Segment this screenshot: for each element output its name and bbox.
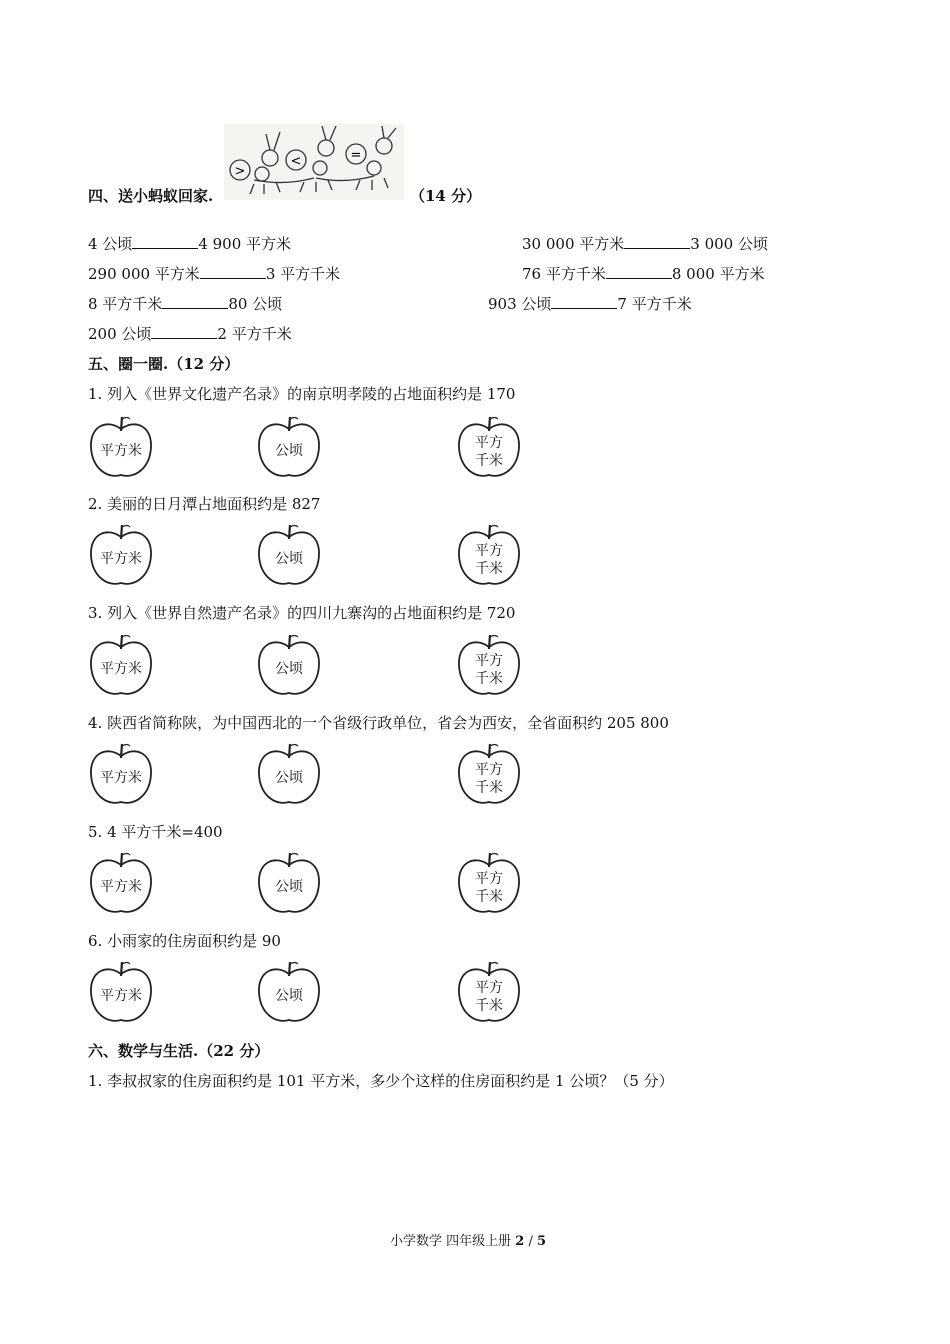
option-label: 千米 — [475, 780, 503, 796]
ants-illustration — [224, 124, 404, 200]
option-label: 千米 — [475, 561, 503, 577]
option-label: 平方 — [475, 543, 503, 559]
option-label: 千米 — [475, 998, 503, 1014]
option-label: 公顷 — [275, 879, 303, 895]
section6-title: 六、数学与生活.（22 分） — [88, 1042, 270, 1060]
answer-blank[interactable] — [200, 266, 266, 279]
comparison-4: 76 平方千米 8 000 平方米 — [522, 265, 765, 283]
option-label: 千米 — [475, 453, 503, 469]
apple-option-square-meter[interactable] — [86, 849, 156, 919]
question-3: 3. 列入《世界自然遗产名录》的四川九寨沟的占地面积约是 720 — [88, 604, 516, 622]
section5-title: 五、圈一圈.（12 分） — [88, 355, 240, 373]
apple-option-square-meter[interactable] — [86, 740, 156, 810]
option-label: 平方米 — [100, 770, 142, 786]
option-label: 平方米 — [100, 879, 142, 895]
comparison-2: 30 000 平方米 3 000 公顷 — [522, 235, 768, 253]
apple-option-hectare[interactable] — [254, 521, 324, 591]
apple-option-square-km[interactable] — [454, 849, 524, 919]
comparison-5: 8 平方千米 80 公顷 — [88, 295, 283, 313]
answer-blank[interactable] — [132, 236, 198, 249]
apple-option-hectare[interactable] — [254, 849, 324, 919]
option-label: 平方 — [475, 980, 503, 996]
option-label: 平方 — [475, 762, 503, 778]
question-2: 2. 美丽的日月潭占地面积约是 827 — [88, 495, 321, 513]
answer-blank[interactable] — [162, 296, 228, 309]
option-label: 千米 — [475, 889, 503, 905]
comparison-3: 290 000 平方米 3 平方千米 — [88, 265, 341, 283]
option-label: 平方 — [475, 435, 503, 451]
apple-option-square-meter[interactable] — [86, 521, 156, 591]
question-1: 1. 列入《世界文化遗产名录》的南京明孝陵的占地面积约是 170 — [88, 385, 516, 403]
comparison-1: 4 公顷 4 900 平方米 — [88, 235, 292, 253]
question-4: 4. 陕西省简称陕，为中国西北的一个省级行政单位，省会为西安，全省面积约 205 800 — [88, 714, 669, 732]
comparison-6: 903 公顷 7 平方千米 — [488, 295, 692, 313]
answer-blank[interactable] — [606, 266, 672, 279]
answer-blank[interactable] — [551, 296, 617, 309]
option-label: 平方 — [475, 653, 503, 669]
apple-option-square-km[interactable] — [454, 521, 524, 591]
apple-option-hectare[interactable] — [254, 413, 324, 483]
apple-option-square-km[interactable] — [454, 413, 524, 483]
apple-option-hectare[interactable] — [254, 958, 324, 1028]
option-label: 公顷 — [275, 551, 303, 567]
option-label: 公顷 — [275, 988, 303, 1004]
option-label: 平方 — [475, 871, 503, 887]
apple-option-square-meter[interactable] — [86, 413, 156, 483]
option-label: 平方米 — [100, 661, 142, 677]
page-footer: 小学数学 四年级上册 2 / 5 — [390, 1234, 547, 1249]
ant-sign-eq: = — [350, 148, 362, 163]
section4-score: （14 分） — [410, 187, 482, 205]
apple-option-hectare[interactable] — [254, 740, 324, 810]
option-label: 千米 — [475, 671, 503, 687]
apple-option-square-km[interactable] — [454, 740, 524, 810]
comparison-7: 200 公顷 2 平方千米 — [88, 325, 292, 343]
section4-title: 四、送小蚂蚁回家. — [88, 187, 214, 205]
option-label: 平方米 — [100, 988, 142, 1004]
answer-blank[interactable] — [624, 236, 690, 249]
option-label: 公顷 — [275, 661, 303, 677]
apple-option-square-km[interactable] — [454, 631, 524, 701]
option-label: 公顷 — [275, 770, 303, 786]
apple-option-hectare[interactable] — [254, 631, 324, 701]
option-label: 平方米 — [100, 551, 142, 567]
ant-sign-lt: < — [290, 154, 302, 169]
apple-option-square-meter[interactable] — [86, 631, 156, 701]
ants-drawing — [224, 124, 404, 200]
apple-option-square-km[interactable] — [454, 958, 524, 1028]
option-label: 平方米 — [100, 443, 142, 459]
ant-sign-gt: > — [234, 164, 246, 179]
question-5: 5. 4 平方千米=400 — [88, 823, 223, 841]
apple-option-square-meter[interactable] — [86, 958, 156, 1028]
question-6: 6. 小雨家的住房面积约是 90 — [88, 932, 281, 950]
answer-blank[interactable] — [151, 326, 217, 339]
page-total: 5 — [536, 1234, 547, 1249]
section6-question-1: 1. 李叔叔家的住房面积约是 101 平方米，多少个这样的住房面积约是 1 公顷？（5 分） — [88, 1072, 674, 1090]
option-label: 公顷 — [275, 443, 303, 459]
page-number: 2 — [515, 1234, 525, 1249]
